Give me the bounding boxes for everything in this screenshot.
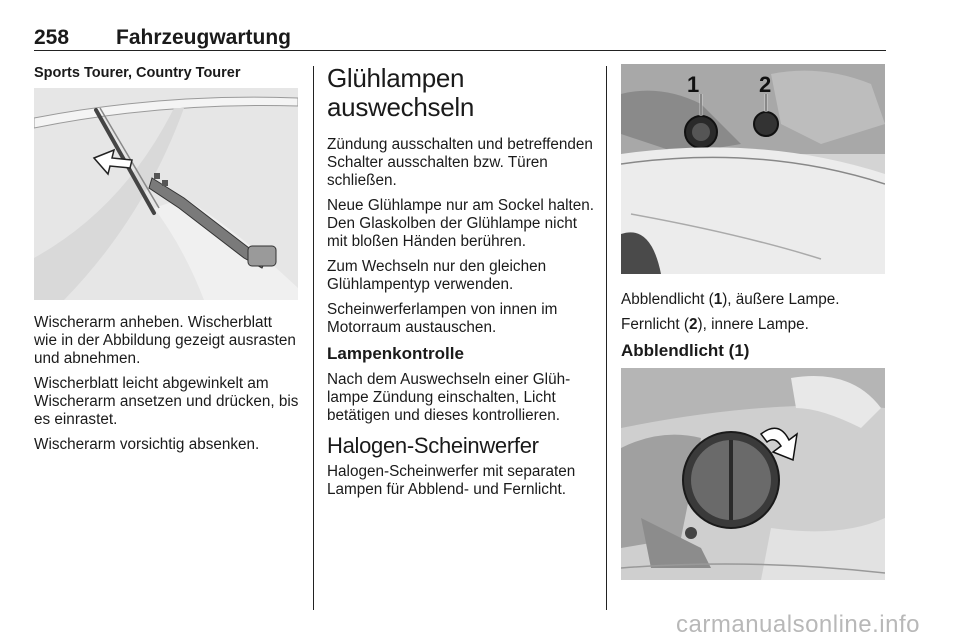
paragraph: Halogen-Scheinwerfer mit separaten Lampen für Abblend- und Fernlicht. xyxy=(327,463,576,498)
paragraph: Zum Wechseln nur den gleichen Glühlampentyp verwenden. xyxy=(327,258,547,293)
column-1 xyxy=(34,64,299,461)
headlamp-overview-illustration xyxy=(621,64,885,274)
page-number: 258 xyxy=(34,26,70,49)
section-title-line-2: auswechseln xyxy=(327,92,475,122)
paragraph: Nach dem Auswechseln einer Glühlampe Zündung einschalten, Licht betätigen und dieses kontrollieren. xyxy=(327,371,571,424)
paragraph: Neue Glühlampe nur am Sockel halten. Den Glaskolben der Glühlampe nicht mit bloßen Händen berühren. xyxy=(327,197,594,250)
column-2 xyxy=(327,64,595,506)
paragraph: Wischerblatt leicht abgewinkelt am Wischerarm ansetzen und drücken, bis es einrastet. xyxy=(34,375,299,428)
caption-low-suffix: ), äußere Lampe. xyxy=(722,291,840,308)
paragraph: Scheinwerferlampen von innen im Motorraum austauschen. xyxy=(327,301,558,336)
section-title xyxy=(327,64,595,122)
column-3 xyxy=(621,64,886,580)
figure-label-1: 1 xyxy=(687,72,700,97)
column-divider-1 xyxy=(313,66,314,610)
model-subtitle: Sports Tourer, Country Tourer xyxy=(34,65,241,81)
subheading-lamp-check: Lampenkontrolle xyxy=(327,344,464,363)
section-title-line-1: Glühlampen xyxy=(327,63,465,93)
caption-low-beam xyxy=(621,291,886,309)
figure-label-2: 2 xyxy=(759,72,772,97)
caption-low-num: 1 xyxy=(713,291,723,308)
caption-high-num: 2 xyxy=(689,316,698,333)
paragraph: Wischerarm anheben. Wischerblatt wie in der Abbildung gezeigt ausrasten und abnehmen. xyxy=(34,314,296,367)
caption-low-prefix: Abblendlicht ( xyxy=(621,291,714,308)
caption-high-prefix: Fernlicht ( xyxy=(621,316,689,333)
paragraph: Zündung ausschalten und betreffenden Schalter ausschalten bzw. Türen schließen. xyxy=(327,136,593,189)
paragraph: Wischerarm vorsichtig absenken. xyxy=(34,436,260,453)
caption-high-beam xyxy=(621,316,886,334)
section-title-halogen: Halogen-Scheinwerfer xyxy=(327,433,539,458)
low-beam-cap-illustration xyxy=(621,368,885,580)
column-divider-2 xyxy=(606,66,607,610)
chapter-title: Fahrzeugwartung xyxy=(116,26,292,49)
subheading-low-beam: Abblendlicht (1) xyxy=(621,341,750,360)
watermark: carmanualsonline.info xyxy=(676,611,920,638)
wiper-arm-illustration xyxy=(34,88,298,300)
caption-high-suffix: ), innere Lampe. xyxy=(697,316,809,333)
page-header xyxy=(34,22,886,51)
